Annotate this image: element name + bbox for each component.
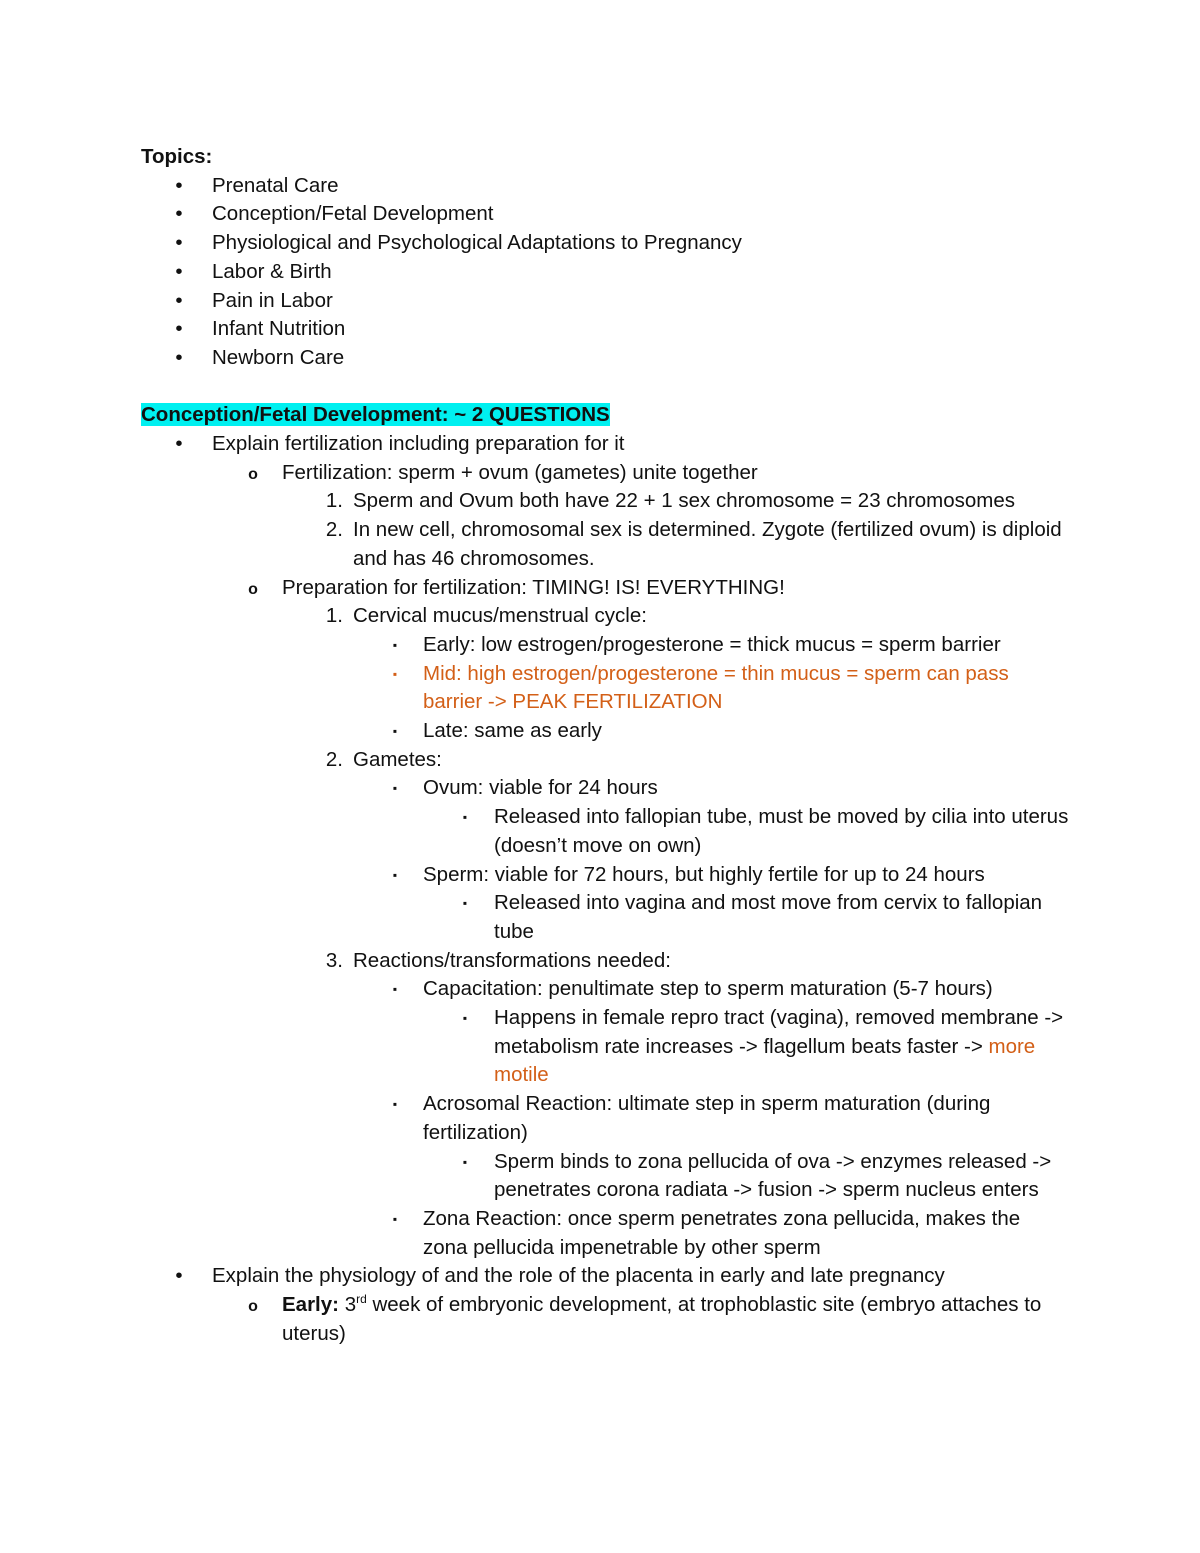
section-heading [141,401,1070,430]
bullet-disc-icon: • [175,317,183,341]
bullet-square-icon: ▪ [462,1011,468,1026]
bullet-disc-icon: • [175,259,183,283]
detail-item: ▪ Acrosomal Reaction: ultimate step in sperm maturation (during fertilization) [141,1090,1070,1147]
list-number: 1. [325,604,343,628]
bullet-disc-icon: • [175,231,183,255]
topic-item: • Conception/Fetal Development [141,200,1070,229]
spacer [141,373,1070,402]
bullet-square-icon: ▪ [392,982,398,997]
topic-item: • Newborn Care [141,344,1070,373]
bullet-square-icon: ▪ [392,637,398,652]
list-number: 2. [325,747,343,771]
list-number: 3. [325,948,343,972]
detail-item: ▪ Early: low estrogen/progesterone = thick mucus = sperm barrier [141,631,1070,660]
detail-item: ▪ Ovum: viable for 24 hours [141,774,1070,803]
detail-item: ▪ Zona Reaction: once sperm penetrates zona pellucida, makes the zona pellucida impenetrable by other sperm [141,1205,1070,1262]
bullet-square-icon: ▪ [462,810,468,825]
bullet-square-icon: ▪ [392,867,398,882]
ordinal-suffix: rd [356,1292,367,1307]
early-label: Early: [282,1293,339,1317]
numbered-item: 1. Sperm and Ovum both have 22 + 1 sex chromosome = 23 chromosomes [141,487,1070,516]
topic-item: • Prenatal Care [141,172,1070,201]
detail-item: ▪ Capacitation: penultimate step to sperm maturation (5-7 hours) [141,975,1070,1004]
bullet-square-icon: ▪ [462,1154,468,1169]
detail-item: ▪ Late: same as early [141,717,1070,746]
section-heading-text: Conception/Fetal Development: ~ 2 QUESTIONS [141,403,610,427]
numbered-item: 2. Gametes: [141,746,1070,775]
objective-item: • Explain the physiology of and the role of the placenta in early and late pregnancy [141,1262,1070,1291]
topics-title: Topics: [141,145,213,168]
sub-detail-item: ▪ Sperm binds to zona pellucida of ova -> enzymes released -> penetrates corona radiata -> fusion -> sperm nucleus enters [141,1148,1070,1205]
numbered-item: 1. Cervical mucus/menstrual cycle: [141,602,1070,631]
list-number: 2. [325,518,343,542]
detail-item: ▪ Sperm: viable for 72 hours, but highly fertile for up to 24 hours [141,861,1070,890]
sub-detail-item: ▪ Released into vagina and most move from cervix to fallopian tube [141,889,1070,946]
bullet-disc-icon: • [175,345,183,369]
bullet-disc-icon: • [175,288,183,312]
early-number: 3 [344,1293,357,1317]
bullet-square-icon: ▪ [462,896,468,911]
topic-item: • Physiological and Psychological Adaptations to Pregnancy [141,229,1070,258]
topic-item: • Pain in Labor [141,287,1070,316]
bullet-square-icon: ▪ [392,724,398,739]
topic-item: • Labor & Birth [141,258,1070,287]
subpoint-item: o Fertilization: sperm + ovum (gametes) unite together [141,459,1070,488]
numbered-item: 3. Reactions/transformations needed: [141,947,1070,976]
subpoint-item [141,1291,1070,1348]
bullet-disc-icon: • [175,432,183,456]
sub-detail-item: ▪ Released into fallopian tube, must be moved by cilia into uterus (doesn’t move on own) [141,803,1070,860]
bullet-disc-icon: • [175,202,183,226]
bullet-square-icon: ▪ [392,1212,398,1226]
bullet-disc-icon: • [175,173,183,197]
sub-detail-item: ▪ Happens in female repro tract (vagina), removed membrane -> metabolism rate increases -> flagellum beats faster -> more motile [141,1004,1070,1090]
subpoint-item: o Preparation for fertilization: TIMING! IS! EVERYTHING! [141,574,1070,603]
highlighted-phrase: more motile [494,1034,1036,1087]
bullet-disc-icon: • [175,1264,183,1288]
bullet-square-icon: ▪ [392,1097,398,1112]
objective-item: • Explain fertilization including preparation for it [141,430,1070,459]
topic-item: • Infant Nutrition [141,315,1070,344]
bullet-square-icon: ▪ [392,781,398,796]
detail-item-highlighted: ▪ Mid: high estrogen/progesterone = thin mucus = sperm can pass barrier -> PEAK FERTILIZATION [141,660,1070,717]
early-text: week of embryonic development, at trophoblastic site (embryo attaches to uterus) [282,1293,1042,1345]
bullet-circle-icon: o [248,1298,258,1316]
list-number: 1. [325,489,343,513]
numbered-item: 2. In new cell, chromosomal sex is determined. Zygote (fertilized ovum) is diploid and has 46 chromosomes. [141,516,1070,573]
bullet-circle-icon: o [248,580,258,598]
bullet-circle-icon: o [248,465,258,483]
bullet-square-icon: ▪ [392,666,398,681]
